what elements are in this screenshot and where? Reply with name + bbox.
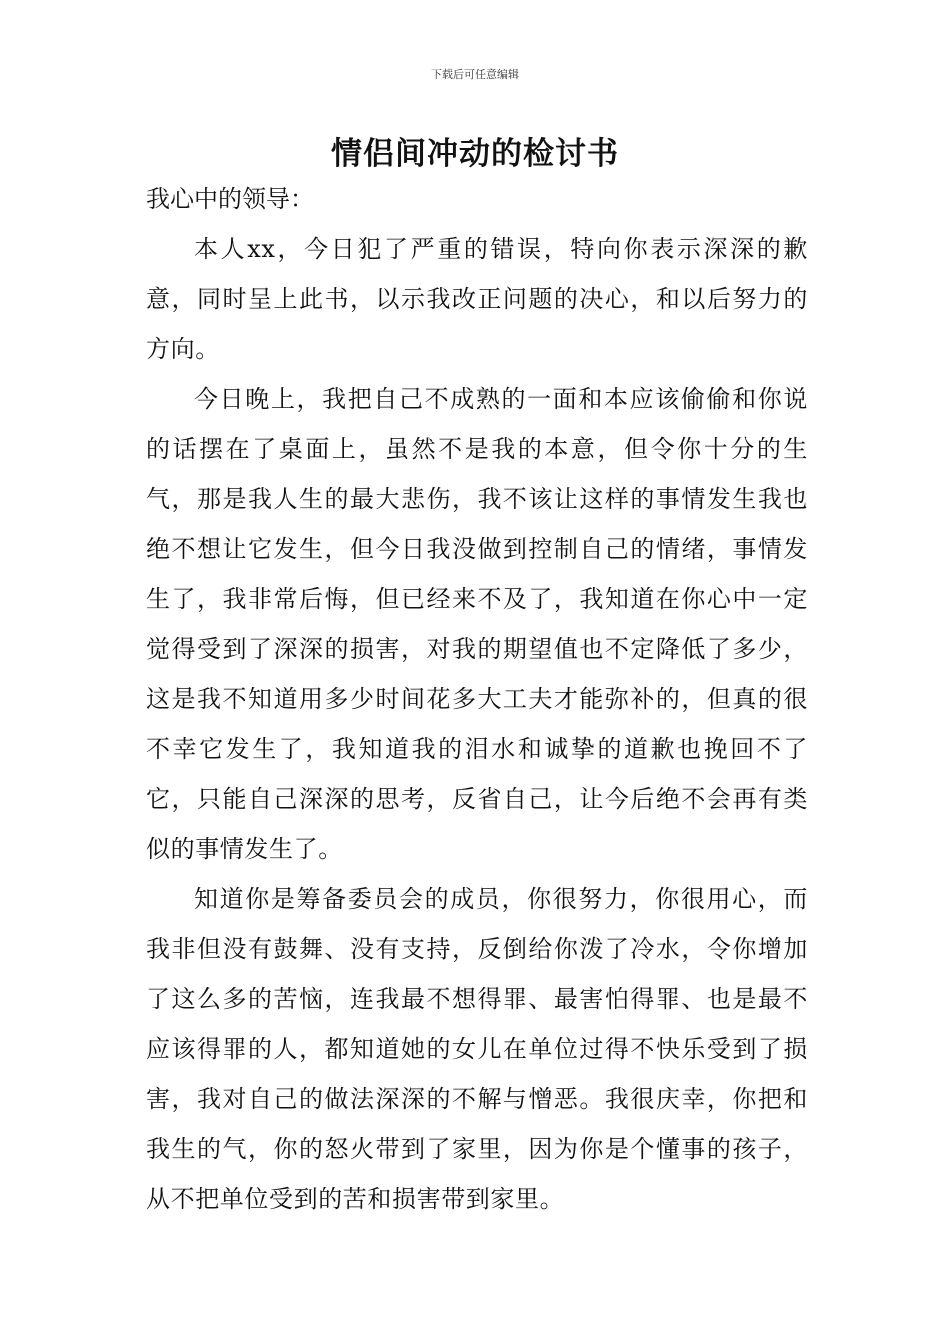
document-title: 情侣间冲动的检讨书 <box>331 136 619 172</box>
paragraph-2: 今日晚上，我把自己不成熟的一面和本应该偷偷和你说的话摆在了桌面上，虽然不是我的本意，但令你十分的生气，那是我人生的最大悲伤，我不该让这样的事情发生我也绝不想让它发生，但今日我没做到控制自己的情绪，事情发生了，我非常后悔，但已经来不及了，我知道在你心中一定觉得受到了深深的损害，对我的期望值也不定降低了多少，这是我不知道用多少时间花多大工夫才能弥补的，但真的很不幸它发生了，我知道我的泪水和诚挚的道歉也挽回不了它，只能自己深深的思考，反省自己，让今后绝不会再有类似的事情发生了。 <box>146 385 808 863</box>
header-note: 下载后可任意编辑 <box>431 68 519 81</box>
paragraph-1: 本人xx，今日犯了严重的错误，特向你表示深深的歉意，同时呈上此书，以示我改正问题的决心，和以后努力的方向。 <box>146 235 808 363</box>
paragraph-3: 知道你是筹备委员会的成员，你很努力，你很用心，而我非但没有鼓舞、没有支持，反倒给你泼了冷水，令你增加了这么多的苦恼，连我最不想得罪、最害怕得罪、也是最不应该得罪的人，都知道她的女儿在单位过得不快乐受到了损害，我对自己的做法深深的不解与憎恶。我很庆幸，你把和我生的气，你的怒火带到了家里，因为你是个懂事的孩子，从不把单位受到的苦和损害带到家里。 <box>146 885 808 1213</box>
salutation: 我心中的领导： <box>146 185 314 213</box>
document-body <box>146 174 808 1224</box>
